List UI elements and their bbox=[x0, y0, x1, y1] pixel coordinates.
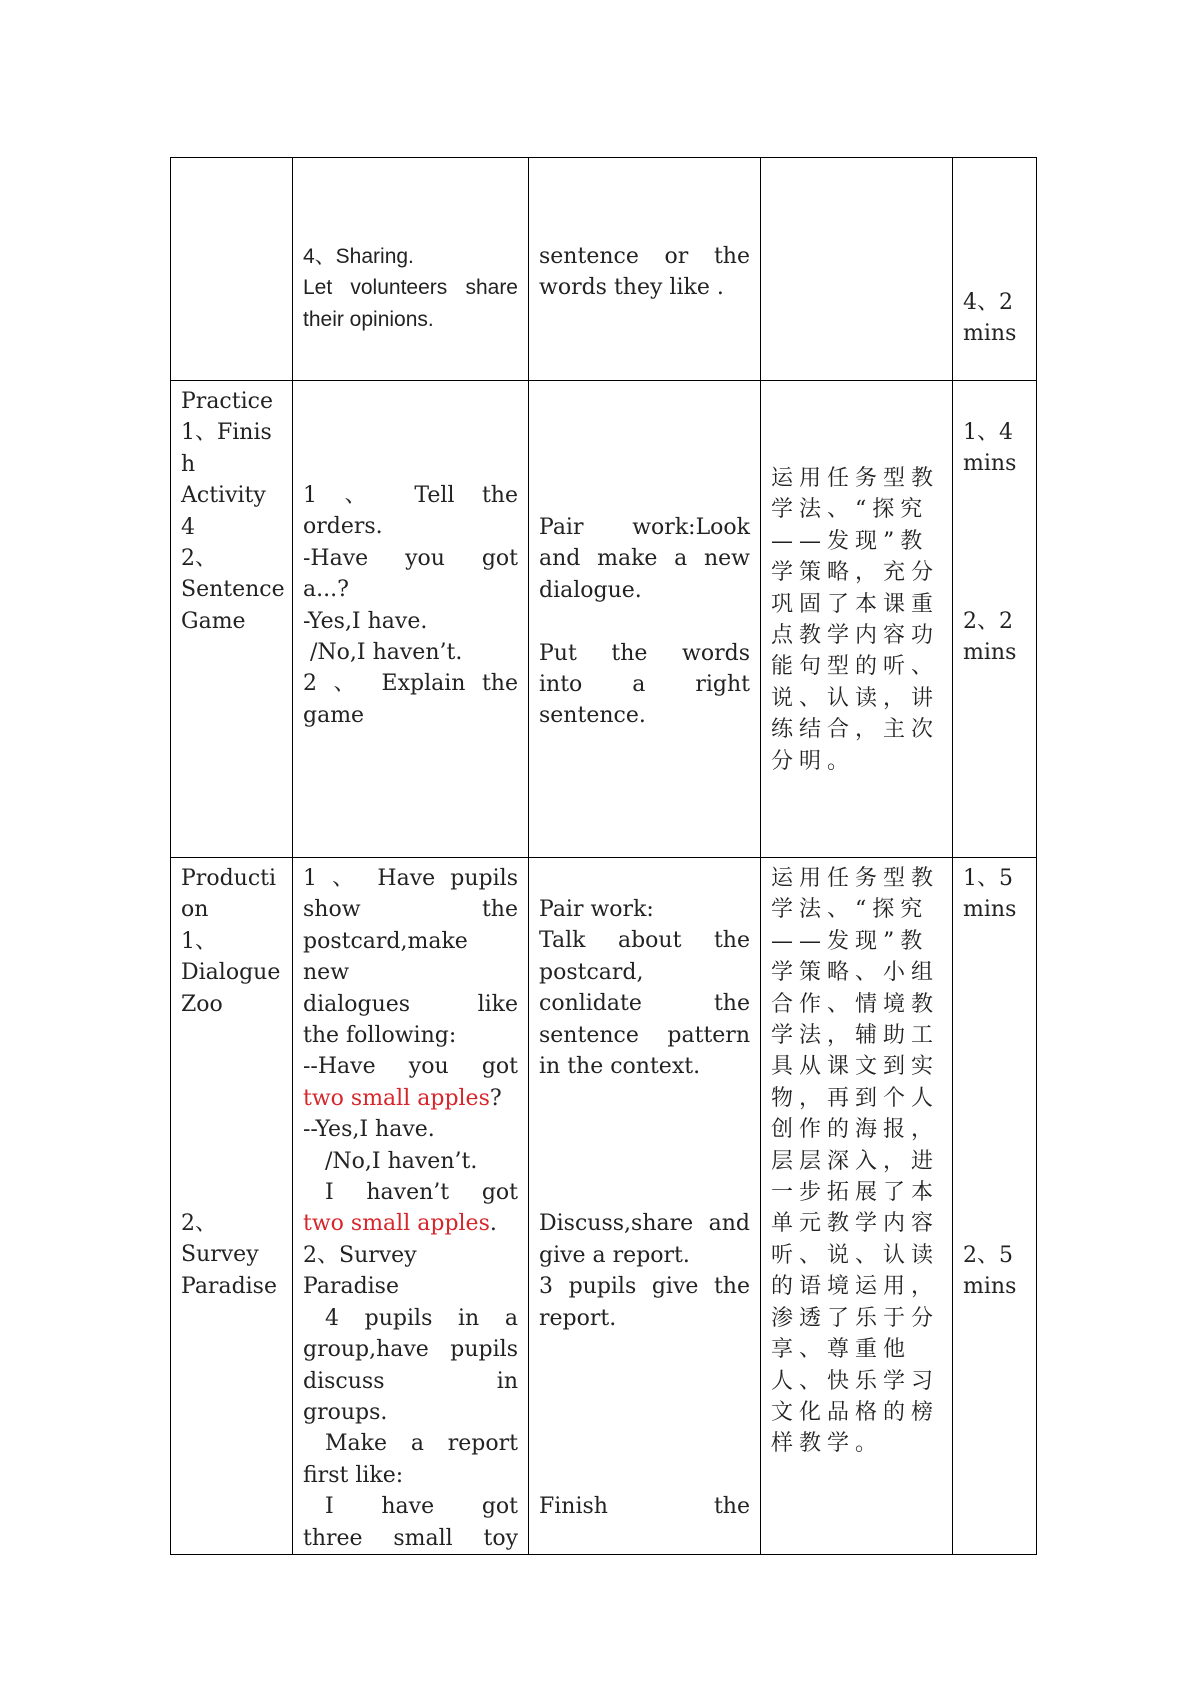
text-line: I have got bbox=[325, 1494, 518, 1520]
text-line: 1、Finis bbox=[181, 420, 272, 446]
text-line: words they like . bbox=[539, 275, 724, 301]
purpose-cell bbox=[761, 381, 953, 858]
highlighted-phrase: two small apples bbox=[303, 1085, 490, 1111]
text-line: 人、快乐学习 bbox=[771, 1368, 940, 1394]
text-line: 学策略，充分 bbox=[771, 560, 940, 586]
text-line: sentence. bbox=[539, 703, 646, 729]
text-line: Pair work:Look bbox=[539, 515, 750, 540]
text-line: 2、 bbox=[181, 546, 217, 572]
text-line: show the bbox=[303, 897, 518, 923]
student-activity-cell bbox=[529, 158, 761, 381]
text-line: -Have you got bbox=[303, 545, 518, 571]
text-line: 创作的海报， bbox=[771, 1117, 940, 1143]
text-line: 听、说、认读 bbox=[771, 1242, 940, 1268]
text-line: Producti bbox=[181, 866, 277, 891]
text-line: three small toy bbox=[303, 1525, 518, 1551]
time-line: 2、2 bbox=[963, 608, 1013, 634]
punctuation: ? bbox=[489, 1085, 502, 1111]
text-line: into a right bbox=[539, 672, 750, 698]
text-line: -Yes,I have. bbox=[303, 608, 428, 634]
student-activity-cell bbox=[529, 858, 761, 1555]
text-line: Put the words bbox=[539, 640, 750, 666]
text-line: Game bbox=[181, 608, 246, 634]
text-line: 学法、“探究 bbox=[771, 497, 929, 523]
text-line: 1 、 Have pupils bbox=[303, 866, 518, 891]
text-line: 分明。 bbox=[771, 748, 856, 774]
text-line: first like: bbox=[303, 1462, 404, 1488]
text-line: 3 pupils give the bbox=[539, 1274, 750, 1300]
text-line: 练结合，主次 bbox=[771, 717, 940, 743]
text-line: Paradise bbox=[303, 1274, 399, 1300]
time-line: mins bbox=[963, 321, 1017, 347]
lesson-plan-table bbox=[170, 157, 1037, 1555]
text-line: on bbox=[181, 897, 209, 923]
text-line: in the context. bbox=[539, 1054, 701, 1080]
text-line: I haven’t got bbox=[325, 1180, 518, 1206]
text-line: group,have pupils bbox=[303, 1337, 518, 1363]
text-line: 学法、“探究 bbox=[771, 897, 929, 923]
text-line: report. bbox=[539, 1305, 617, 1331]
text-line: h bbox=[181, 451, 196, 477]
table-row bbox=[171, 158, 1037, 381]
spacer bbox=[539, 606, 750, 637]
time-cell bbox=[953, 158, 1037, 381]
text-line: ——发现”教 bbox=[771, 528, 929, 554]
text-line: the following: bbox=[303, 1023, 457, 1049]
text-line: conlidate the bbox=[539, 991, 750, 1017]
text-line: 样教学。 bbox=[771, 1431, 884, 1457]
text-line: give a report. bbox=[539, 1242, 690, 1268]
text-line: 能句型的听、 bbox=[771, 654, 940, 680]
text-line: discuss in bbox=[303, 1368, 518, 1394]
text-line: --Yes,I have. bbox=[303, 1117, 435, 1143]
time-line: mins bbox=[963, 1274, 1017, 1300]
purpose-cell bbox=[761, 158, 953, 381]
purpose-cell bbox=[761, 858, 953, 1555]
time-line: mins bbox=[963, 451, 1017, 477]
teacher-activity-cell bbox=[293, 381, 529, 858]
time-line: 4、2 bbox=[963, 290, 1013, 315]
text-line: /No,I haven’t. bbox=[303, 640, 463, 666]
text-line: Practice bbox=[181, 389, 273, 414]
student-activity-cell bbox=[529, 381, 761, 858]
text-line: 学法，辅助工 bbox=[771, 1023, 940, 1049]
text-line: Pair work: bbox=[539, 897, 654, 922]
text-line: 学策略、小组 bbox=[771, 960, 940, 986]
time-line: 1、5 bbox=[963, 866, 1013, 891]
text-line: 2 、 Explain the bbox=[303, 671, 518, 697]
text-line bbox=[303, 1083, 518, 1114]
text-line: 1、 bbox=[181, 928, 217, 954]
text-line: dialogues like bbox=[303, 991, 518, 1017]
text-line: 说、认读，讲 bbox=[771, 685, 940, 711]
text-line: 运用任务型教 bbox=[771, 866, 940, 891]
text-line: 2、Survey bbox=[303, 1242, 417, 1268]
text-line: Finish the bbox=[539, 1494, 750, 1520]
text-line: 4、Sharing. bbox=[303, 245, 414, 268]
text-line: groups. bbox=[303, 1399, 388, 1425]
text-line bbox=[303, 1208, 518, 1239]
stage-cell bbox=[171, 381, 293, 858]
punctuation: . bbox=[489, 1211, 497, 1237]
teacher-activity-cell bbox=[293, 158, 529, 381]
text-line: Sentence bbox=[181, 577, 285, 603]
text-line: 合作、情境教 bbox=[771, 991, 940, 1017]
text-line: 一步拓展了本 bbox=[771, 1180, 940, 1206]
text-line: 1 、 Tell the bbox=[303, 483, 518, 508]
text-line: 渗透了乐于分 bbox=[771, 1305, 940, 1331]
time-cell bbox=[953, 858, 1037, 1555]
text-line: /No,I haven’t. bbox=[325, 1148, 478, 1174]
text-line: 点教学内容功 bbox=[771, 623, 940, 649]
text-line: Paradise bbox=[181, 1273, 277, 1299]
text-line: a...? bbox=[303, 577, 349, 603]
text-line: Talk about the bbox=[539, 928, 750, 954]
text-line: postcard,make new bbox=[303, 928, 468, 986]
highlighted-phrase: two small apples bbox=[303, 1211, 490, 1237]
text-line: 巩固了本课重 bbox=[771, 591, 940, 617]
text-line: 运用任务型教 bbox=[771, 466, 940, 491]
text-line: 的语境运用， bbox=[771, 1274, 940, 1300]
text-line: 文化品格的榜 bbox=[771, 1399, 940, 1425]
text-line: 享、尊重他 bbox=[771, 1337, 912, 1363]
text-line: and make a new bbox=[539, 546, 750, 572]
text-line: ——发现”教 bbox=[771, 928, 929, 954]
time-line: 2、5 bbox=[963, 1242, 1013, 1268]
text-line: sentence or the bbox=[539, 244, 750, 269]
teacher-activity-cell bbox=[293, 858, 529, 1555]
time-line: 1、4 bbox=[963, 420, 1013, 445]
text-line: their opinions. bbox=[303, 307, 434, 331]
text-line: Zoo bbox=[181, 991, 223, 1017]
text-line: game bbox=[303, 702, 365, 728]
text-line: 物，再到个人 bbox=[771, 1085, 940, 1111]
time-line: mins bbox=[963, 640, 1017, 666]
text-line: postcard, bbox=[539, 959, 644, 985]
text-line: Discuss,share and bbox=[539, 1211, 750, 1237]
text-line: Survey bbox=[181, 1242, 259, 1268]
text-line: Let volunteers share bbox=[303, 276, 518, 300]
text-line: sentence pattern bbox=[539, 1022, 750, 1048]
text-line: Make a report bbox=[325, 1431, 518, 1457]
text-line: 4 bbox=[181, 514, 195, 540]
text-line: dialogue. bbox=[539, 577, 642, 603]
text-line: Activity bbox=[181, 483, 266, 509]
text-line: Dialogue bbox=[181, 960, 281, 986]
text-line: 具从课文到实 bbox=[771, 1054, 940, 1080]
table-row bbox=[171, 381, 1037, 858]
text-line: 单元教学内容 bbox=[771, 1211, 940, 1237]
text-line: --Have you got bbox=[303, 1054, 518, 1080]
table-row bbox=[171, 858, 1037, 1555]
text-line: orders. bbox=[303, 514, 383, 540]
text-line: 4 pupils in a bbox=[325, 1305, 518, 1331]
time-cell bbox=[953, 381, 1037, 858]
stage-cell bbox=[171, 158, 293, 381]
stage-cell bbox=[171, 858, 293, 1555]
text-line: 层层深入，进 bbox=[771, 1148, 940, 1174]
text-line: 2、 bbox=[181, 1211, 217, 1237]
time-line: mins bbox=[963, 897, 1017, 923]
